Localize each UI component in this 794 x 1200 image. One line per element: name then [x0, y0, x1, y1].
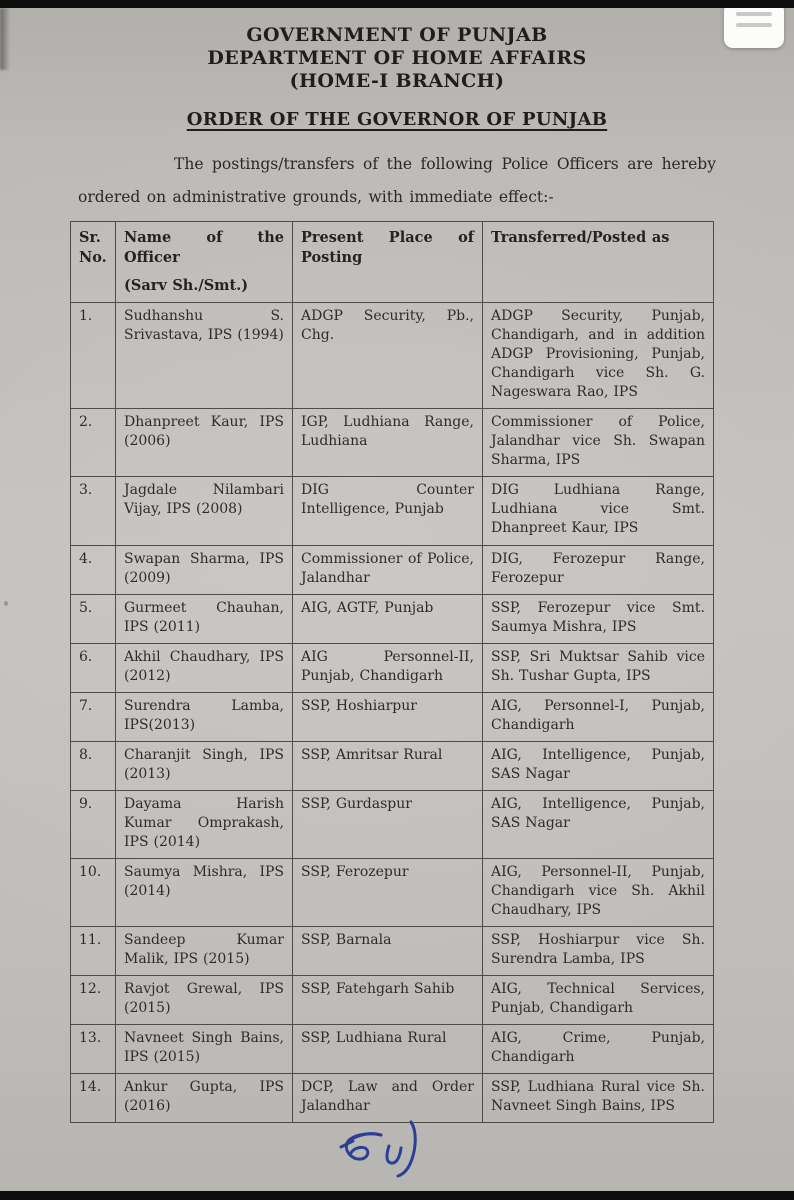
cell-name: Dayama Harish Kumar Omprakash, IPS (2014): [116, 790, 293, 858]
cell-name: Jagdale Nilambari Vijay, IPS (2008): [116, 477, 293, 545]
cell-present: ADGP Security, Pb., Chg.: [293, 303, 483, 409]
cell-sr: 11.: [71, 927, 116, 976]
intro-paragraph: The postings/transfers of the following Police Officers are hereby ordered on administrative grounds, with immediate effect:-: [78, 155, 716, 206]
cell-transferred: SSP, Sri Muktsar Sahib vice Sh. Tushar Gupta, IPS: [483, 643, 714, 692]
cell-transferred: AIG, Personnel-II, Punjab, Chandigarh vice Sh. Akhil Chaudhary, IPS: [483, 858, 714, 926]
order-title: ORDER OF THE GOVERNOR OF PUNJAB: [186, 109, 608, 130]
header-transferred-posted: Transferred/Posted as: [483, 222, 714, 303]
transfer-table-body: [71, 303, 714, 1123]
menu-button[interactable]: [724, 2, 784, 48]
cell-transferred: AIG, Intelligence, Punjab, SAS Nagar: [483, 790, 714, 858]
cell-present: AIG Personnel-II, Punjab, Chandigarh: [293, 643, 483, 692]
cell-sr: 12.: [71, 976, 116, 1025]
table-row: [71, 594, 714, 643]
cell-present: IGP, Ludhiana Range, Ludhiana: [293, 409, 483, 477]
table-row: [71, 741, 714, 790]
cell-sr: 3.: [71, 477, 116, 545]
cell-sr: 13.: [71, 1025, 116, 1074]
table-row: [71, 1025, 714, 1074]
table-row: [71, 545, 714, 594]
header-officer-name: Name of the Officer (Sarv Sh./Smt.): [116, 222, 293, 303]
header-present-posting: Present Place of Posting: [293, 222, 483, 303]
cell-name: Saumya Mishra, IPS (2014): [116, 858, 293, 926]
letterhead-line-3: (HOME-I BRANCH): [289, 70, 505, 92]
cell-name: Dhanpreet Kaur, IPS (2006): [116, 409, 293, 477]
cell-name: Ravjot Grewal, IPS (2015): [116, 976, 293, 1025]
scan-artifact: [0, 8, 10, 70]
cell-transferred: DIG, Ferozepur Range, Ferozepur: [483, 545, 714, 594]
table-row: [71, 790, 714, 858]
cell-name: Surendra Lamba, IPS(2013): [116, 692, 293, 741]
cell-name: Swapan Sharma, IPS (2009): [116, 545, 293, 594]
cell-name: Gurmeet Chauhan, IPS (2011): [116, 594, 293, 643]
cell-name: Akhil Chaudhary, IPS (2012): [116, 643, 293, 692]
table-row: [71, 858, 714, 926]
cell-transferred: SSP, Ferozepur vice Smt. Saumya Mishra, IPS: [483, 594, 714, 643]
cell-name: Navneet Singh Bains, IPS (2015): [116, 1025, 293, 1074]
table-row: [71, 477, 714, 545]
table-row: [71, 692, 714, 741]
transfer-table: [70, 221, 714, 1123]
cell-present: SSP, Ludhiana Rural: [293, 1025, 483, 1074]
cell-sr: 2.: [71, 409, 116, 477]
cell-sr: 7.: [71, 692, 116, 741]
cell-sr: 1.: [71, 303, 116, 409]
cell-present: AIG, AGTF, Punjab: [293, 594, 483, 643]
table-row: [71, 927, 714, 976]
scan-artifact-dot: [4, 601, 8, 606]
cell-name: Ankur Gupta, IPS (2016): [116, 1074, 293, 1123]
bottom-edge-bar: [0, 1191, 794, 1200]
cell-transferred: AIG, Intelligence, Punjab, SAS Nagar: [483, 741, 714, 790]
cell-transferred: AIG, Technical Services, Punjab, Chandigarh: [483, 976, 714, 1025]
cell-present: SSP, Fatehgarh Sahib: [293, 976, 483, 1025]
cell-name: Charanjit Singh, IPS (2013): [116, 741, 293, 790]
letterhead-line-1: GOVERNMENT OF PUNJAB: [246, 24, 548, 46]
cell-transferred: ADGP Security, Punjab, Chandigarh, and in addition ADGP Provisioning, Punjab, Chandigarh vice Sh. G. Nageswara Rao, IPS: [483, 303, 714, 409]
cell-name: Sandeep Kumar Malik, IPS (2015): [116, 927, 293, 976]
cell-transferred: SSP, Ludhiana Rural vice Sh. Navneet Singh Bains, IPS: [483, 1074, 714, 1123]
cell-present: DIG Counter Intelligence, Punjab: [293, 477, 483, 545]
cell-sr: 5.: [71, 594, 116, 643]
cell-present: SSP, Amritsar Rural: [293, 741, 483, 790]
cell-transferred: AIG, Crime, Punjab, Chandigarh: [483, 1025, 714, 1074]
header-sr-no: Sr. No.: [71, 222, 116, 303]
cell-present: SSP, Ferozepur: [293, 858, 483, 926]
cell-sr: 9.: [71, 790, 116, 858]
signature-strokes: [341, 1122, 415, 1176]
cell-transferred: Commissioner of Police, Jalandhar vice Sh. Swapan Sharma, IPS: [483, 409, 714, 477]
cell-present: SSP, Gurdaspur: [293, 790, 483, 858]
table-row: [71, 1074, 714, 1123]
letterhead-line-2: DEPARTMENT OF HOME AFFAIRS: [207, 47, 587, 69]
table-header: [71, 222, 714, 303]
cell-sr: 4.: [71, 545, 116, 594]
cell-sr: 10.: [71, 858, 116, 926]
cell-name: Sudhanshu S. Srivastava, IPS (1994): [116, 303, 293, 409]
cell-present: SSP, Barnala: [293, 927, 483, 976]
cell-sr: 6.: [71, 643, 116, 692]
cell-present: DCP, Law and Order Jalandhar: [293, 1074, 483, 1123]
cell-transferred: SSP, Hoshiarpur vice Sh. Surendra Lamba, IPS: [483, 927, 714, 976]
table-row: [71, 976, 714, 1025]
top-edge-bar: [0, 0, 794, 8]
cell-present: SSP, Hoshiarpur: [293, 692, 483, 741]
table-row: [71, 409, 714, 477]
cell-transferred: AIG, Personnel-I, Punjab, Chandigarh: [483, 692, 714, 741]
letterhead: [0, 24, 794, 93]
cell-transferred: DIG Ludhiana Range, Ludhiana vice Smt. Dhanpreet Kaur, IPS: [483, 477, 714, 545]
table-row: [71, 643, 714, 692]
cell-sr: 14.: [71, 1074, 116, 1123]
cell-sr: 8.: [71, 741, 116, 790]
cell-present: Commissioner of Police, Jalandhar: [293, 545, 483, 594]
signature-scribble: [336, 1119, 432, 1179]
table-row: [71, 303, 714, 409]
